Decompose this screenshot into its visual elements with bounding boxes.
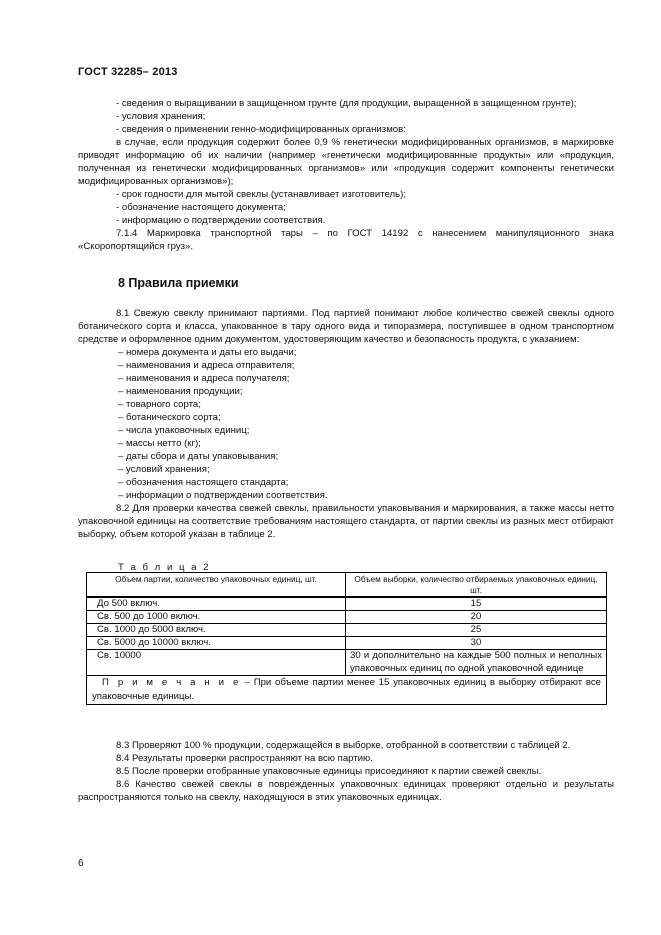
list-item: - срок годности для мытой свеклы (устанавливает изготовитель); — [116, 189, 407, 200]
clause-8-1: 8.1 Свежую свеклу принимают партиями. Под партией понимают любое количество свежей свеклы одного ботанического сорта и класса, упакованное в тару одного вида и типоразмера, поступившее в одном транспортном средстве и оформленное одним документом, удостоверяющим качество и безопасность продукта, с указанием: — [78, 308, 614, 345]
column-header: Объем выборки, количество отбираемых упаковочных единиц, шт. — [346, 573, 607, 598]
table-cell: 20 — [346, 611, 607, 624]
table-cell: 25 — [346, 624, 607, 637]
list-item: - сведения о применении генно-модифицированных организмов: — [116, 124, 406, 135]
list-item: - информацию о подтверждении соответствия. — [116, 215, 326, 226]
list-item: – даты сбора и даты упаковывания; — [118, 451, 279, 462]
clause-8-6: 8.6 Качество свежей свеклы в поврежденных упаковочных единицах проверяют отдельно и результаты распространяются только на свеклу, находящуюся в этих упаковочных единицах. — [78, 779, 614, 803]
table-row — [87, 597, 607, 611]
note-text: – При объеме партии менее 15 упаковочных единиц в выборку отбирают все упаковочные единицы. — [92, 677, 601, 702]
table-row — [87, 637, 607, 650]
list-item: – условий хранения; — [118, 464, 210, 475]
clauses-8-3-8-6 — [78, 739, 614, 804]
list-item: – наименования и адреса получателя; — [118, 373, 290, 384]
list-item: – ботанического сорта; — [118, 412, 221, 423]
table-cell: 30 и дополнительно на каждые 500 полных и неполных упаковочных единиц по одной упаковочной единице — [346, 650, 607, 676]
table-row — [87, 611, 607, 624]
note-label: П р и м е ч а н и е — [102, 677, 241, 688]
table-row — [87, 650, 607, 676]
table-cell: Св. 10000 — [87, 650, 346, 676]
table-cell: 30 — [346, 637, 607, 650]
list-item: - обозначение настоящего документа; — [116, 202, 286, 213]
clause-8-3: 8.3 Проверяют 100 % продукции, содержащейся в выборке, отобранной в соответствии с таблицей 2. — [116, 740, 571, 751]
list-item: – наименования и адреса отправителя; — [118, 360, 295, 371]
list-item: – товарного сорта; — [118, 399, 201, 410]
clause-7-1-4: 7.1.4 Маркировка транспортной тары – по ГОСТ 14192 с нанесением манипуляционного знака «Скоропортящийся груз». — [78, 228, 614, 252]
table-caption: Т а б л и ц а 2 — [118, 562, 211, 573]
clause-8-5: 8.5 После проверки отобранные упаковочные единицы присоединяют к партии свежей свеклы. — [116, 766, 542, 777]
clause-8-2: 8.2 Для проверки качества свежей свеклы, правильности упаковывания и маркирования, а также массы нетто упаковочной единицы на соответствие требованиям настоящего стандарта, от партии свеклы из разных мест отбирают выборку, объем которой указан в таблице 2. — [78, 503, 614, 540]
table-note — [87, 676, 607, 705]
list-item: – номера документа и даты его выдачи; — [118, 347, 297, 358]
table-row — [87, 624, 607, 637]
table-cell: Св. 500 до 1000 включ. — [87, 611, 346, 624]
table-cell: 15 — [346, 597, 607, 611]
page-number: 6 — [78, 858, 84, 869]
table-header-row — [87, 573, 607, 598]
section-title: 8 Правила приемки — [118, 276, 239, 290]
document-header: ГОСТ 32285– 2013 — [78, 66, 178, 78]
list-item: - сведения о выращивании в защищенном грунте (для продукции, выращенной в защищенном грунте); — [116, 98, 577, 109]
list-item: – числа упаковочных единиц; — [118, 425, 250, 436]
list-item: – наименования продукции; — [118, 386, 243, 397]
sample-size-table — [86, 572, 607, 705]
table-cell: До 500 включ. — [87, 597, 346, 611]
list-item: – массы нетто (кг); — [118, 438, 201, 449]
table-cell: Св. 5000 до 10000 включ. — [87, 637, 346, 650]
table-cell: Св. 1000 до 5000 включ. — [87, 624, 346, 637]
marking-list-continued — [78, 97, 614, 253]
table-note-row — [87, 676, 607, 705]
list-item: – информации о подтверждении соответствия. — [118, 490, 328, 501]
clause-8-4: 8.4 Результаты проверки распространяют на всю партию. — [116, 753, 373, 764]
list-item: - условия хранения; — [116, 111, 206, 122]
gmo-paragraph: в случае, если продукция содержит более 0,9 % генетически модифицированных организмов, в маркировке приводят информацию об их наличии (например «генетически модифицированные продукты» или «продукция, полученная из генетически модифицированных организмов» или «продукция содержит компоненты генетически модифицированных организмов»); — [78, 137, 614, 187]
column-header: Объем партии, количество упаковочных единиц, шт. — [87, 573, 346, 598]
list-item: – обозначения настоящего стандарта; — [118, 477, 289, 488]
clause-8-1-block — [78, 307, 614, 541]
